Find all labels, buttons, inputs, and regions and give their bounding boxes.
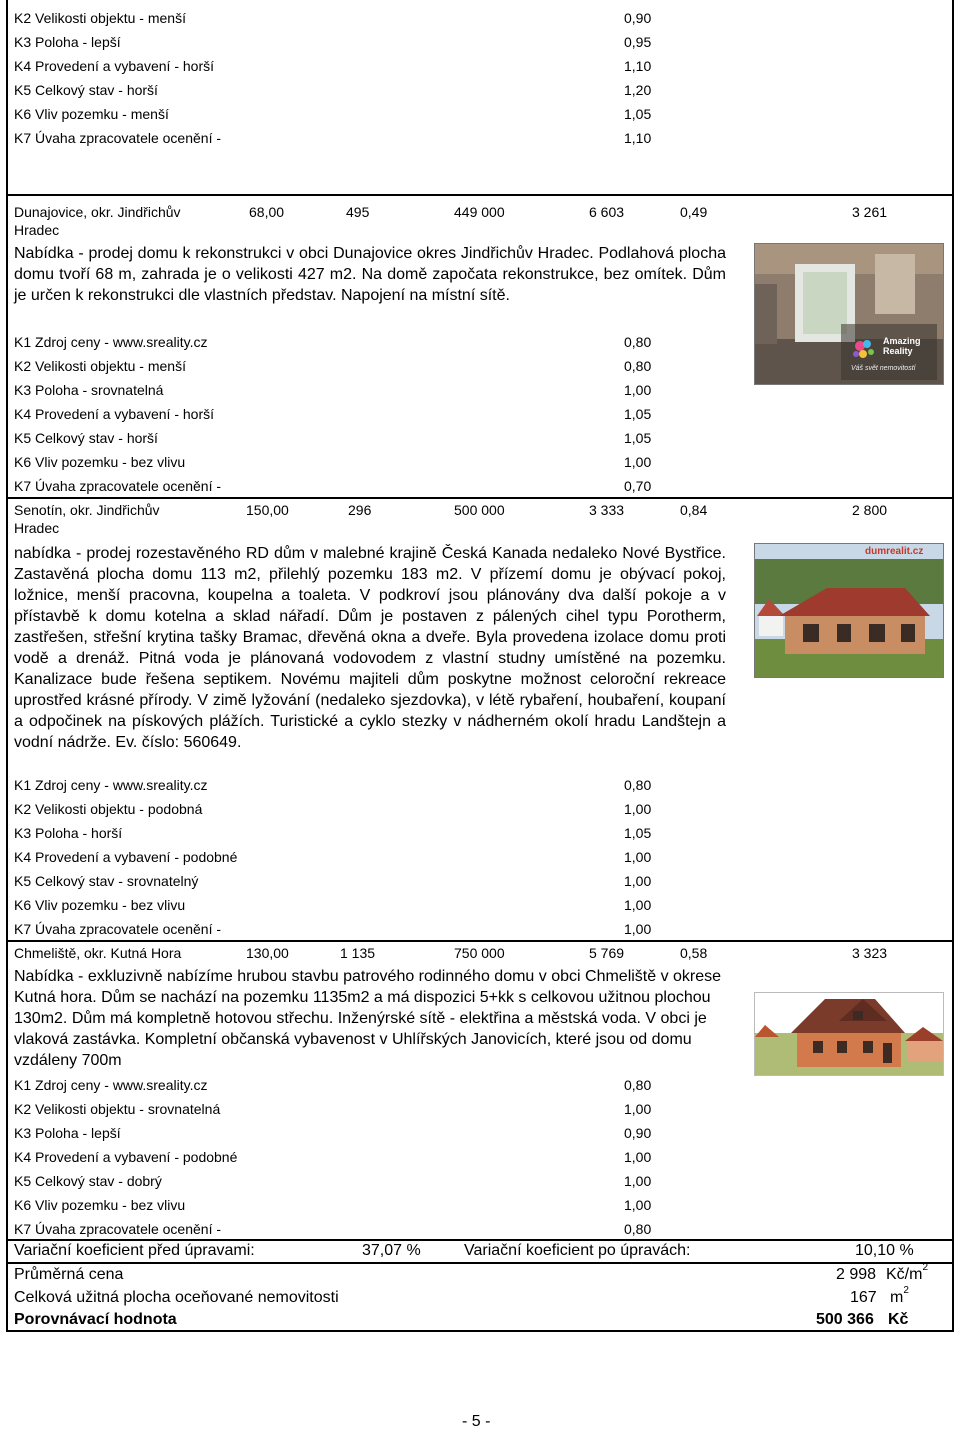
factor-label: K6 Vliv pozemku - bez vlivu: [14, 1197, 186, 1213]
factor-label: K5 Celkový stav - horší: [14, 430, 158, 446]
factor-value: 0,95: [624, 34, 652, 50]
variation-before-value: 37,07 %: [362, 1242, 421, 1259]
unit-superscript: 2: [922, 1262, 929, 1273]
photo-watermark: dumrealit.cz: [865, 546, 924, 557]
comparative-value-unit: Kč: [888, 1311, 909, 1328]
house-photo-icon: [755, 993, 943, 1075]
factor-label: K3 Poloha - srovnatelná: [14, 382, 164, 398]
row-divider: [6, 194, 954, 196]
row-divider: [6, 940, 954, 942]
house-photo-icon: [755, 544, 943, 677]
factor-value: 0,80: [624, 777, 652, 793]
listing-location: Chmeliště, okr. Kutná Hora: [14, 945, 182, 961]
listing-adjusted-price: 2 800: [852, 502, 888, 518]
listing-adjusted-price: 3 261: [852, 204, 888, 220]
factor-value: 0,80: [624, 358, 652, 374]
listing-plot: 296: [348, 502, 372, 518]
factor-label: K3 Poloha - lepší: [14, 34, 121, 50]
variation-after-label: Variační koeficient po úpravách:: [464, 1242, 691, 1259]
factor-value: 1,00: [624, 1197, 652, 1213]
factor-value: 1,00: [624, 1149, 652, 1165]
factor-label: K4 Provedení a vybavení - podobné: [14, 1149, 238, 1165]
photo-watermark-sub: Váš svět nemovitostí: [851, 365, 916, 372]
listing-coefficient: 0,84: [680, 502, 708, 518]
row-divider: [6, 497, 954, 499]
listing-price: 750 000: [454, 945, 505, 961]
factor-value: 1,00: [624, 873, 652, 889]
listing-description: Nabídka - prodej domu k rekonstrukci v obci Dunajovice okres Jindřichův Hradec. Podlahová plocha domu tvoří 68 m, zahrada je o velikosti 427 m2. Na domě započata rekonstrukce, bez omítek. Dům je určen k rekonstrukci dle vlastních představ. Napojení na místní sítě.: [14, 245, 726, 304]
row-divider: [6, 1239, 954, 1241]
factor-label: K6 Vliv pozemku - menší: [14, 106, 169, 122]
total-area-value: 167: [850, 1289, 877, 1306]
listing-description: Nabídka - exkluzivně nabízíme hrubou stavbu patrového rodinného domu v obci Chmeliště v okrese Kutná hora. Dům se nachází na pozemku 1135m2 a má dispozici 5+kk s celkovou užitnou plochou 130m2. Dům má kompletně hotovou střechu. Inženýrské sítě - elektřina a městská voda. V obci je vlaková zastávka. Kompletní občanská vybavenost v Uhlířských Janovicích, které jsou od domu vzdáleny 700m: [14, 968, 722, 1069]
factor-value: 1,00: [624, 897, 652, 913]
factor-label: K4 Provedení a vybavení - podobné: [14, 849, 238, 865]
listing-price-per-m2: 3 333: [589, 502, 625, 518]
factor-label: K1 Zdroj ceny - www.sreality.cz: [14, 777, 208, 793]
factor-value: 0,80: [624, 334, 652, 350]
factor-value: 1,05: [624, 825, 652, 841]
comparative-value-label: Porovnávací hodnota: [14, 1311, 177, 1328]
total-area-unit: [890, 1285, 909, 1306]
factor-value: 1,05: [624, 406, 652, 422]
comparative-value: 500 366: [816, 1311, 874, 1328]
listing-location: Senotín, okr. Jindřichův: [14, 502, 160, 518]
listing-area: 150,00: [246, 502, 289, 518]
factor-value: 1,05: [624, 430, 652, 446]
average-price-unit: [886, 1262, 929, 1283]
row-divider: [6, 1262, 954, 1264]
factor-value: 0,80: [624, 1077, 652, 1093]
factor-label: K2 Velikosti objektu - srovnatelná: [14, 1101, 221, 1117]
factor-label: K1 Zdroj ceny - www.sreality.cz: [14, 334, 208, 350]
factor-value: 0,80: [624, 1221, 652, 1237]
factor-value: 1,00: [624, 849, 652, 865]
listing-location-cont: Hradec: [14, 520, 60, 536]
unit-superscript: 2: [903, 1285, 909, 1296]
factor-label: K2 Velikosti objektu - menší: [14, 358, 186, 374]
factor-label: K7 Úvaha zpracovatele ocenění -: [14, 1221, 222, 1237]
factor-label: K2 Velikosti objektu - podobná: [14, 801, 203, 817]
factor-label: K3 Poloha - lepší: [14, 1125, 121, 1141]
listing-area: 130,00: [246, 945, 289, 961]
listing-description: nabídka - prodej rozestavěného RD dům v malebné krajině Česká Kanada nedaleko Nové Bystřice. Zastavěná plocha domu 113 m2, přilehlý pozemku 183 m2. V přízemí domu je obývací pokoj, ložnice, menší pracovna, koupelna a toaleta. V podkroví jsou plánovány dva další pokoje a v přístavbě k domu kotelna a sklad nářadí. Dům je postaven z pálených cihel typu Porotherm, zastřešen, střešní krytina tašky Bramac, dřevěná okna a dveře. Byla provedena izolace domu proti vodě a drenáž. Pitná voda je plánovaná vodovodem z vlastní studny umístěné na pozemku. Kanalizace bude řešena septikem. Novému majiteli dům poskytne možnost celoroční rekreace uprostřed krásné přírody. V zimě lyžování (nedaleko sjezdovka), v létě rybaření, houbaření, koupaní a odpočinek na pískových plážích. Turistické a cyklo stezky v nádherném okolí hradu Landštejn a vodní nádrže. Ev. číslo: 560649.: [14, 545, 726, 751]
unit-text: Kč/m: [886, 1266, 923, 1283]
variation-after-value: 10,10 %: [855, 1242, 914, 1259]
factor-value: 1,20: [624, 82, 652, 98]
factor-label: K7 Úvaha zpracovatele ocenění -: [14, 921, 222, 937]
listing-price-per-m2: 5 769: [589, 945, 625, 961]
factor-label: K6 Vliv pozemku - bez vlivu: [14, 454, 186, 470]
listing-plot: 495: [346, 204, 370, 220]
listing-photo: [754, 992, 944, 1076]
listing-price: 500 000: [454, 502, 505, 518]
listing-coefficient: 0,49: [680, 204, 708, 220]
listing-adjusted-price: 3 323: [852, 945, 888, 961]
interior-photo-icon: [755, 244, 943, 384]
factor-value: 1,10: [624, 58, 652, 74]
factor-label: K4 Provedení a vybavení - horší: [14, 58, 214, 74]
factor-label: K3 Poloha - horší: [14, 825, 123, 841]
factor-label: K5 Celkový stav - dobrý: [14, 1173, 162, 1189]
listing-photo: [754, 543, 944, 678]
factor-value: 1,00: [624, 801, 652, 817]
listing-location-cont: Hradec: [14, 222, 60, 238]
factor-value: 1,10: [624, 130, 652, 146]
factor-value: 0,90: [624, 10, 652, 26]
factor-label: K5 Celkový stav - srovnatelný: [14, 873, 199, 889]
factor-label: K4 Provedení a vybavení - horší: [14, 406, 214, 422]
factor-value: 1,05: [624, 106, 652, 122]
factor-value: 1,00: [624, 454, 652, 470]
factor-value: 1,00: [624, 1101, 652, 1117]
factor-value: 1,00: [624, 382, 652, 398]
table-bottom-border: [6, 1330, 954, 1332]
listing-area: 68,00: [249, 204, 285, 220]
listing-price: 449 000: [454, 204, 505, 220]
total-area-label: Celková užitná plocha oceňované nemovitosti: [14, 1289, 339, 1306]
factor-value: 1,00: [624, 921, 652, 937]
factor-label: K6 Vliv pozemku - bez vlivu: [14, 897, 186, 913]
factor-label: K5 Celkový stav - horší: [14, 82, 158, 98]
factor-label: K7 Úvaha zpracovatele ocenění -: [14, 478, 222, 494]
listing-location: Dunajovice, okr. Jindřichův: [14, 204, 181, 220]
factor-value: 0,70: [624, 478, 652, 494]
listing-coefficient: 0,58: [680, 945, 708, 961]
photo-watermark: Amazing Reality: [883, 336, 921, 356]
listing-photo: [754, 243, 944, 385]
factor-label: K7 Úvaha zpracovatele ocenění -: [14, 130, 222, 146]
factor-label: K1 Zdroj ceny - www.sreality.cz: [14, 1077, 208, 1093]
page-number: - 5 -: [462, 1413, 491, 1430]
unit-text: m: [890, 1289, 904, 1306]
average-price-value: 2 998: [836, 1266, 877, 1283]
listing-plot: 1 135: [340, 945, 376, 961]
factor-label: K2 Velikosti objektu - menší: [14, 10, 186, 26]
variation-before-label: Variační koeficient před úpravami:: [14, 1242, 255, 1259]
factor-value: 1,00: [624, 1173, 652, 1189]
factor-value: 0,90: [624, 1125, 652, 1141]
listing-price-per-m2: 6 603: [589, 204, 625, 220]
average-price-label: Průměrná cena: [14, 1266, 124, 1283]
